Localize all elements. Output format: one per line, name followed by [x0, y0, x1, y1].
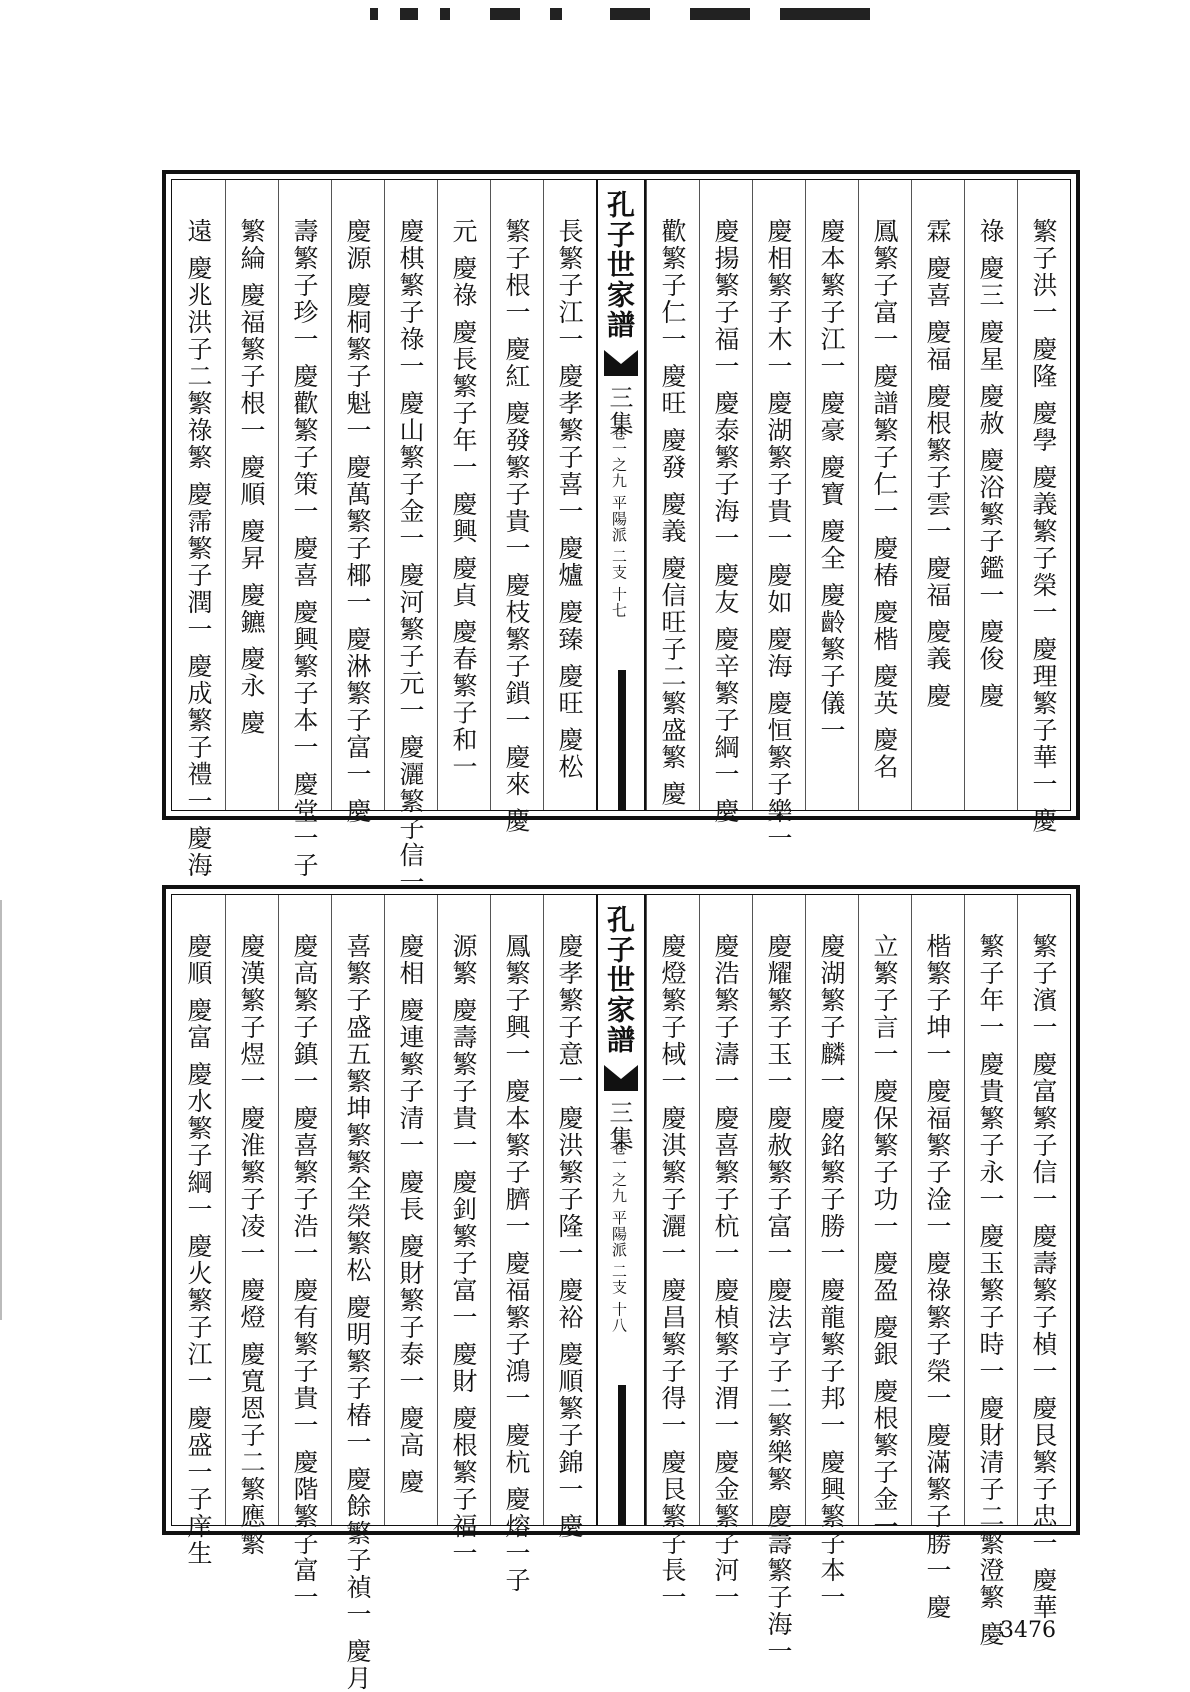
column-text: 繁子洪一 慶隆 慶學 慶義繁子榮一 慶理繁子華一 慶	[1029, 218, 1058, 835]
column-text: 慶高繁子鎮一 慶喜繁子浩一 慶有繁子貴一 慶階繁子富一	[290, 933, 319, 1611]
genealogy-column	[543, 895, 596, 1540]
genealogy-column	[172, 895, 225, 1567]
genealogy-column	[752, 180, 805, 852]
genealogy-column	[964, 895, 1017, 1648]
column-text: 長繁子江一 慶孝繁子喜一 慶爐 慶臻 慶旺 慶松	[555, 218, 584, 781]
book-spine	[596, 895, 646, 1525]
column-text: 繁子根一 慶紅 慶發繁子貴一 慶枝繁子鎖一 慶來 慶	[502, 218, 531, 835]
column-text: 慶相 慶連繁子清一 慶長 慶財繁子泰一 慶高 慶	[396, 933, 425, 1496]
column-text: 繁子年一 慶貴繁子永一 慶玉繁子時一 慶財清子二繁澄繁 慶	[976, 933, 1005, 1648]
column-text: 慶順 慶富 慶水繁子綱一 慶火繁子江一 慶盛一子庠生	[184, 933, 213, 1567]
column-text: 慶揚繁子福一 慶泰繁子海一 慶友 慶辛繁子綱一 慶	[711, 218, 740, 825]
left-edge-rule	[0, 900, 2, 1320]
column-text: 慶孝繁子意一 慶洪繁子隆一 慶裕 慶順繁子錦一 慶	[555, 933, 584, 1540]
spine-bar	[618, 670, 626, 810]
column-text: 元 慶祿 慶長繁子年一 慶興 慶貞 慶春繁子和一	[449, 218, 478, 781]
genealogy-column	[225, 180, 278, 810]
top-scan-artifact	[360, 8, 880, 22]
column-text: 慶浩繁子濤一 慶喜繁子杭一 慶楨繁子渭一 慶金繁子河一	[711, 933, 740, 1611]
column-text: 慶湖繁子麟一 慶銘繁子勝一 慶龍繁子邦一 慶興繁子本一	[817, 933, 846, 1611]
column-text: 繁子濱一 慶富繁子信一 慶壽繁子楨一 慶艮繁子忠一 慶華	[1029, 933, 1058, 1621]
genealogy-column	[805, 895, 858, 1611]
genealogy-column	[805, 180, 858, 810]
column-text: 鳳繁子富一 慶譜繁子仁一 慶椿 慶楷 慶英 慶名	[870, 218, 899, 781]
column-text: 源繁 慶壽繁子貴一 慶釗繁子富一 慶財 慶根繁子福一	[449, 933, 478, 1567]
genealogy-column	[699, 180, 752, 825]
volume-label: 三集	[605, 385, 633, 437]
fishtail-mark-icon	[604, 350, 638, 376]
column-text: 慶棋繁子祿一 慶山繁子金一 慶河繁子元一 慶灑繁子信一	[396, 218, 425, 896]
column-text: 立繁子言一 慶保繁子功一 慶盈 慶銀 慶根繁子金一	[870, 933, 899, 1540]
column-text: 遠 慶兆洪子二繁祿繁 慶霈繁子潤一 慶成繁子禮一 慶海	[184, 218, 213, 879]
genealogy-column	[437, 895, 490, 1567]
book-spine	[596, 180, 646, 810]
genealogy-column	[331, 895, 384, 1692]
volume-label: 三集	[605, 1100, 633, 1152]
top-panel-frame	[171, 179, 1071, 896]
page-number: 3476	[1000, 1618, 1056, 1643]
fishtail-mark-icon	[604, 1065, 638, 1091]
column-text: 祿 慶三 慶星 慶赦 慶浴繁子鑑一 慶俊 慶	[976, 218, 1005, 710]
genealogy-column	[699, 895, 752, 1611]
genealogy-column	[543, 180, 596, 810]
column-text: 繁綸 慶福繁子根一 慶順 慶昇 慶鑣 慶永 慶	[237, 218, 266, 737]
column-text: 慶燈繁子棫一 慶淇繁子灑一 慶昌繁子得一 慶艮繁子長一	[658, 933, 687, 1611]
column-text: 慶耀繁子玉一 慶赦繁子富一 慶法亨子二繁樂繁 慶壽繁子海一	[764, 933, 793, 1665]
section-label: 卷一之九 平陽派 二支 十七	[610, 425, 628, 619]
genealogy-column	[646, 895, 699, 1611]
column-text: 喜繁子盛五繁坤繁繁全榮繁松 慶明繁子椿一 慶餘繁子禎一 慶月	[343, 933, 372, 1692]
genealogy-column	[964, 180, 1017, 810]
genealogy-column	[225, 895, 278, 1557]
genealogy-column	[278, 180, 331, 879]
column-text: 壽繁子珍一 慶歡繁子策一 慶喜 慶興繁子本一 慶堂一子	[290, 218, 319, 879]
column-text: 歡繁子仁一 慶旺 慶發 慶義 慶信旺子二繁盛繁 慶	[658, 218, 687, 808]
genealogy-column	[858, 895, 911, 1540]
book-title: 孔子世家譜	[603, 905, 636, 1055]
genealogy-column	[437, 180, 490, 810]
genealogy-column	[752, 895, 805, 1665]
genealogy-column	[331, 180, 384, 825]
genealogy-column	[1017, 895, 1070, 1621]
column-text: 慶源 慶桐繁子魁一 慶萬繁子椰一 慶淋繁子富一 慶	[343, 218, 372, 825]
column-text: 慶相繁子木一 慶湖繁子貴一 慶如 慶海 慶恒繁子樂一	[764, 218, 793, 852]
column-text: 慶本繁子江一 慶豪 慶寶 慶全 慶齡繁子儀一	[817, 218, 846, 744]
genealogy-column	[911, 180, 964, 810]
book-title: 孔子世家譜	[603, 190, 636, 340]
genealogy-column	[1017, 180, 1070, 835]
section-label: 卷一之九 平陽派 二支 十八	[610, 1140, 628, 1334]
genealogy-column	[646, 180, 699, 810]
column-text: 楷繁子坤一 慶福繁子淦一 慶祿繁子榮一 慶滿繁子勝一 慶	[923, 933, 952, 1621]
column-text: 鳳繁子興一 慶本繁子臍一 慶福繁子鴻一 慶杭 慶熔一子	[502, 933, 531, 1594]
genealogy-column	[490, 180, 543, 835]
column-text: 霖 慶喜 慶福 慶根繁子雲一 慶福 慶義 慶	[923, 218, 952, 710]
genealogy-column	[911, 895, 964, 1621]
top-genealogy-panel	[162, 170, 1080, 896]
genealogy-column	[384, 895, 437, 1525]
column-text: 慶漢繁子煜一 慶淮繁子凌一 慶燈 慶寬恩子二繁應繁	[237, 933, 266, 1557]
genealogy-column	[858, 180, 911, 810]
spine-bar	[618, 1385, 626, 1525]
genealogy-column	[172, 180, 225, 879]
genealogy-column	[490, 895, 543, 1594]
genealogy-column	[384, 180, 437, 896]
genealogy-column	[278, 895, 331, 1611]
